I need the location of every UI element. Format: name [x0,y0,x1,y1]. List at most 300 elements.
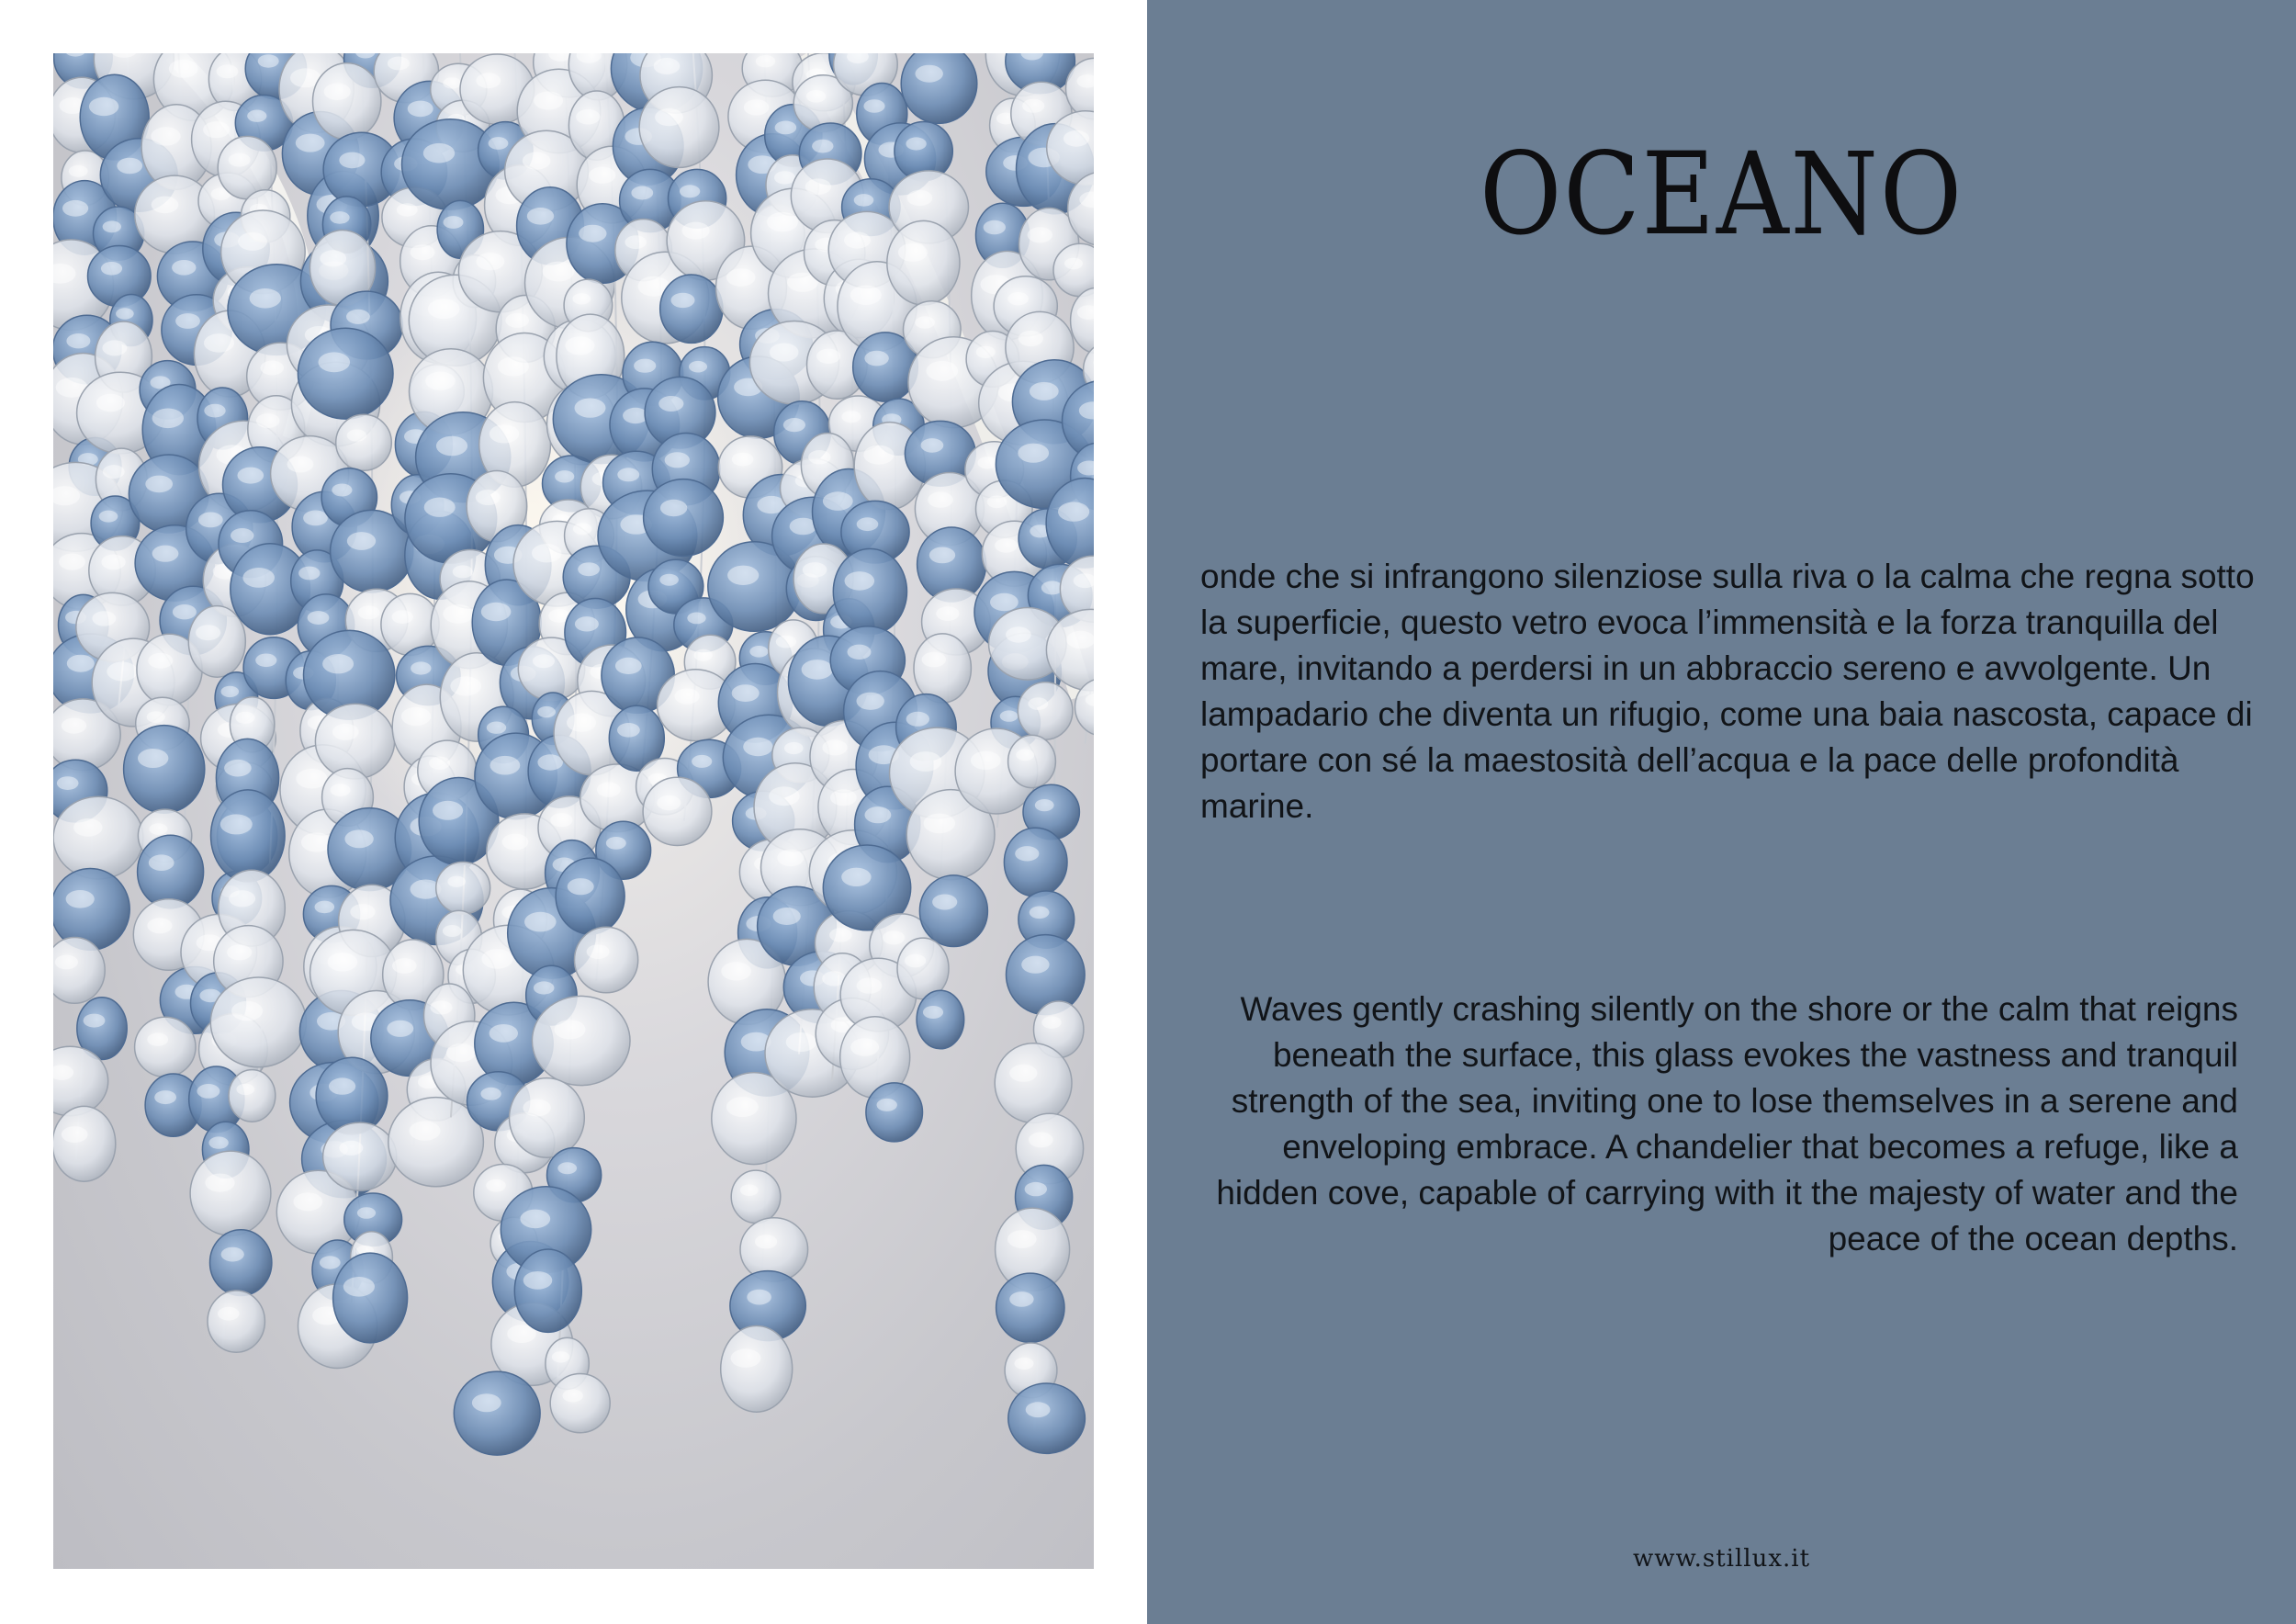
blue-glass-disc [644,479,724,557]
disc-highlight [854,194,874,207]
disc-highlight [1026,1402,1051,1417]
disc-highlight [221,1247,244,1262]
disc-highlight [773,908,801,925]
clear-glass-disc [436,862,490,914]
disc-highlight [579,225,606,242]
disc-highlight [565,336,594,355]
disc-highlight [857,693,884,710]
disc-highlight [578,562,600,576]
disc-highlight [154,1090,176,1104]
disc-highlight [332,724,359,740]
disc-highlight [444,216,464,229]
disc-highlight [680,185,700,197]
disc-highlight [236,712,255,724]
disc-highlight [990,593,1019,611]
disc-highlight [242,568,275,588]
disc-highlight [537,754,563,770]
disc-highlight [857,977,883,993]
disc-highlight [347,429,366,441]
disc-highlight [339,152,365,169]
disc-highlight [329,1077,355,1094]
disc-highlight [147,918,172,933]
blue-glass-disc [1008,1383,1086,1453]
disc-highlight [476,490,501,505]
disc-highlight [66,333,90,348]
disc-highlight [255,654,276,668]
disc-highlight [857,517,879,531]
disc-highlight [477,253,505,270]
clear-glass-disc [313,63,381,140]
disc-highlight [687,613,705,625]
clear-glass-disc [550,1374,610,1433]
disc-highlight [987,496,1007,509]
disc-highlight [320,1256,341,1269]
disc-highlight [523,152,551,170]
clear-glass-disc [336,414,392,470]
disc-highlight [682,222,710,240]
disc-highlight [731,1348,761,1368]
disc-highlight [850,286,882,305]
disc-highlight [671,293,695,308]
disc-highlight [803,562,827,578]
disc-highlight [543,262,575,282]
disc-highlight [721,962,751,980]
disc-highlight [408,101,433,118]
disc-highlight [805,178,831,195]
disc-highlight [175,313,200,329]
disc-highlight [655,108,683,126]
italian-description: onde che si infrangono silenziose sulla riva o la calma che regna sotto la superficie, questo vetro evoca l’immensità e la forza tranquilla del mare, invitando a perdersi in un abbraccio sereno e avvolgente. Un lampadario che diventa un rifugio, come una baia nascosta, capace di portare con sé la maestosità dell’acqua e la pace delle profondità marine. [1200,558,2255,825]
disc-highlight [446,1043,476,1062]
disc-highlight [101,555,125,570]
disc-highlight [198,513,223,528]
disc-highlight [1028,697,1048,710]
disc-highlight [864,351,888,367]
disc-highlight [147,1032,168,1045]
disc-highlight [567,714,596,732]
disc-highlight [490,1024,518,1043]
disc-highlight [726,268,756,287]
disc-highlight [66,890,95,908]
blue-glass-disc [1004,828,1067,897]
disc-highlight [450,676,481,695]
disc-highlight [89,97,118,116]
disc-highlight [756,55,775,67]
disc-highlight [631,186,653,200]
disc-highlight [845,571,875,591]
disc-highlight [863,445,894,465]
disc-highlight [397,203,418,216]
disc-highlight [308,611,330,625]
disc-highlight [775,121,797,135]
disc-highlight [73,818,102,837]
disc-highlight [755,1235,777,1248]
disc-highlight [675,688,700,704]
disc-highlight [523,1100,550,1117]
disc-highlight [236,1084,254,1095]
disc-highlight [812,140,833,153]
clear-glass-disc [323,1122,397,1190]
blue-glass-disc [866,1083,923,1142]
disc-highlight [1016,750,1034,761]
disc-highlight [149,823,167,835]
disc-highlight [433,801,463,820]
disc-highlight [977,457,996,468]
disc-highlight [898,243,928,262]
disc-highlight [863,99,884,113]
disc-highlight [173,604,197,619]
disc-highlight [883,930,905,944]
disc-highlight [924,814,955,834]
disc-highlight [589,167,615,184]
disc-highlight [573,523,592,535]
clear-glass-disc [731,1170,781,1223]
disc-highlight [665,452,690,468]
disc-highlight [84,1014,106,1028]
blue-glass-disc [124,726,205,814]
disc-highlight [117,158,142,175]
disc-highlight [331,784,351,796]
clear-glass-disc [210,977,306,1067]
disc-highlight [238,468,264,484]
disc-highlight [936,606,959,621]
disc-highlight [502,834,529,851]
disc-highlight [149,854,174,871]
disc-highlight [1066,631,1094,648]
blue-glass-disc [211,790,286,882]
disc-highlight [784,742,804,754]
disc-highlight [99,511,118,523]
chandelier-photo [53,53,1094,1569]
disc-highlight [339,1141,363,1156]
disc-highlight [350,904,375,919]
disc-highlight [62,1126,88,1143]
disc-highlight [490,424,519,443]
disc-highlight [692,755,712,768]
disc-highlight [322,654,354,673]
disc-highlight [576,109,600,125]
disc-highlight [654,58,681,74]
disc-highlight [783,418,805,432]
disc-highlight [169,60,198,78]
clear-glass-disc [639,87,719,168]
disc-highlight [67,655,95,672]
disc-highlight [597,783,621,797]
disc-highlight [152,409,184,429]
disc-highlight [145,476,173,493]
disc-highlight [555,470,574,482]
website-link[interactable]: www.stillux.it [1632,1545,1811,1573]
disc-highlight [227,944,252,960]
chandelier-glass-discs [53,53,1094,1569]
blue-glass-disc [210,1230,272,1296]
clear-glass-disc [575,927,638,993]
disc-highlight [423,143,455,164]
disc-highlight [732,453,754,467]
disc-highlight [204,404,225,418]
disc-highlight [147,711,165,723]
disc-highlight [1064,258,1083,270]
clear-glass-disc [188,606,245,678]
disc-highlight [568,878,594,895]
disc-highlight [447,876,466,887]
blue-glass-disc [901,53,977,123]
disc-highlight [617,468,639,481]
disc-highlight [401,707,431,726]
disc-highlight [744,99,770,115]
disc-highlight [808,450,830,464]
disc-highlight [498,356,529,376]
clear-glass-disc [643,777,712,845]
disc-highlight [1058,502,1089,521]
disc-highlight [976,346,996,358]
disc-highlight [732,684,760,702]
english-description: Waves gently crashing silently on the shore or the calm that reigns beneath the surface, this glass evokes the vastness and tranquil strength of the sea, inviting one to lose themselves in a serene and enveloping embrace. A chandelier that becomes a refuge, like a hidden cove, capable of carrying with it the majesty of water and the peace of the ocean depths. [1216,990,2238,1257]
disc-highlight [1018,444,1049,463]
blue-glass-disc [660,275,723,343]
disc-highlight [411,661,431,674]
disc-highlight [777,850,804,866]
disc-highlight [606,837,626,850]
disc-highlight [229,890,255,907]
disc-highlight [534,92,563,110]
disc-highlight [841,411,861,423]
disc-highlight [844,231,871,248]
disc-highlight [443,604,473,624]
disc-highlight [425,372,456,390]
blue-glass-disc [919,875,987,947]
disc-highlight [220,814,253,834]
page-title: OCEANO [1480,129,1964,261]
disc-highlight [487,722,506,734]
disc-highlight [217,64,239,78]
disc-highlight [915,316,935,329]
disc-highlight [776,636,796,648]
clear-glass-disc [887,220,960,305]
disc-highlight [520,1210,550,1229]
disc-highlight [208,1136,228,1148]
disc-highlight [1019,331,1043,346]
disc-highlight [906,712,929,727]
disc-highlight [196,625,220,640]
disc-highlight [453,565,473,578]
clear-glass-disc [1008,735,1056,787]
disc-highlight [1009,1291,1033,1307]
disc-highlight [615,658,642,674]
disc-highlight [96,394,125,412]
disc-highlight [617,723,640,738]
disc-highlight [1022,99,1044,113]
disc-highlight [229,153,251,167]
disc-highlight [392,610,413,624]
disc-highlight [929,547,955,564]
blue-glass-disc [333,1253,408,1343]
clear-glass-disc [53,796,143,879]
disc-highlight [1030,907,1050,919]
disc-highlight [428,299,460,319]
disc-highlight [481,949,512,969]
blue-glass-disc [53,869,129,951]
disc-highlight [247,110,266,122]
disc-highlight [357,1207,376,1219]
disc-highlight [296,769,327,789]
disc-highlight [534,981,555,994]
disc-highlight [658,396,683,412]
disc-highlight [203,121,230,138]
glass-disc-group [53,53,1094,1455]
disc-highlight [1007,1230,1037,1248]
disc-highlight [572,293,591,304]
disc-highlight [429,757,450,770]
left-page [0,0,1147,1624]
disc-highlight [344,829,373,848]
disc-highlight [250,288,281,309]
disc-highlight [829,928,852,942]
disc-highlight [555,1020,586,1039]
disc-highlight [625,235,647,249]
disc-highlight [907,190,933,206]
disc-highlight [916,65,943,83]
disc-highlight [660,500,687,516]
clear-glass-disc [1018,682,1073,740]
disc-highlight [1064,130,1089,147]
disc-highlight [103,220,121,232]
disc-highlight [480,1088,501,1100]
disc-highlight [102,340,127,355]
disc-highlight [802,660,833,680]
clear-glass-disc [914,634,971,703]
disc-highlight [727,566,759,585]
disc-highlight [472,1393,501,1412]
disc-highlight [343,1277,375,1297]
disc-highlight [218,1307,240,1321]
right-page [1147,0,2296,1624]
disc-highlight [906,137,926,150]
disc-highlight [287,456,314,472]
disc-highlight [151,127,180,145]
disc-highlight [204,333,234,353]
disc-highlight [747,1290,771,1305]
disc-highlight [197,1084,219,1099]
disc-highlight [261,361,285,376]
disc-highlight [1021,956,1049,974]
disc-highlight [532,544,561,562]
disc-highlight [740,1184,759,1196]
clear-glass-disc [532,996,630,1085]
disc-highlight [550,813,572,827]
disc-highlight [769,786,800,806]
disc-highlight [659,574,679,586]
disc-highlight [575,616,599,631]
disc-highlight [1030,382,1059,400]
blue-glass-disc [833,548,906,634]
disc-highlight [524,912,557,932]
disc-highlight [1000,710,1019,721]
disc-highlight [346,310,370,324]
disc-highlight [816,349,840,364]
disc-highlight [587,944,610,959]
disc-highlight [537,706,556,717]
blue-glass-disc [556,858,625,934]
disc-highlight [476,73,501,88]
disc-highlight [330,211,350,224]
disc-highlight [830,789,857,806]
disc-highlight [923,1006,943,1019]
disc-highlight [841,868,871,886]
disc-highlight [298,567,320,581]
disc-highlight [657,795,681,810]
disc-highlight [770,344,799,362]
clear-glass-disc [53,938,105,1004]
disc-highlight [486,1179,506,1192]
disc-highlight [148,653,173,669]
disc-highlight [231,528,253,543]
disc-highlight [221,686,240,697]
blue-glass-disc [996,1273,1064,1342]
disc-highlight [424,498,456,517]
disc-highlight [1035,799,1054,811]
disc-highlight [388,57,410,71]
disc-highlight [152,197,179,214]
disc-highlight [303,511,328,526]
disc-highlight [69,165,88,177]
disc-highlight [806,90,827,103]
clear-glass-disc [995,1043,1072,1123]
disc-highlight [995,538,1018,553]
disc-highlight [552,1351,570,1362]
disc-highlight [443,77,461,88]
disc-highlight [533,654,555,668]
disc-highlight [92,611,116,626]
disc-highlight [928,491,953,507]
disc-highlight [910,751,942,772]
disc-highlight [1028,227,1052,242]
disc-highlight [905,954,926,968]
blue-glass-disc [1007,935,1086,1015]
disc-highlight [62,200,88,217]
disc-highlight [293,1192,322,1211]
disc-highlight [865,806,892,823]
disc-highlight [693,649,713,661]
disc-highlight [689,361,707,373]
disc-highlight [1015,1358,1034,1370]
disc-highlight [927,361,959,381]
disc-highlight [1029,1133,1053,1148]
disc-highlight [436,436,467,457]
clear-glass-disc [510,1078,585,1158]
disc-highlight [848,645,872,660]
disc-highlight [523,1271,553,1290]
disc-highlight [922,652,946,668]
disc-highlight [319,352,351,372]
clear-glass-disc [208,1291,264,1352]
disc-highlight [392,958,417,974]
disc-highlight [563,1389,583,1402]
disc-highlight [55,955,78,970]
disc-highlight [1009,1065,1037,1082]
disc-highlight [138,749,168,768]
disc-highlight [172,260,196,276]
blue-glass-disc [917,990,964,1049]
disc-highlight [57,776,79,790]
disc-highlight [786,1032,816,1052]
disc-highlight [315,901,335,914]
disc-highlight [743,738,772,756]
disc-highlight [320,250,346,266]
disc-highlight [347,532,376,550]
blue-glass-disc [138,835,204,908]
disc-highlight [481,603,512,621]
